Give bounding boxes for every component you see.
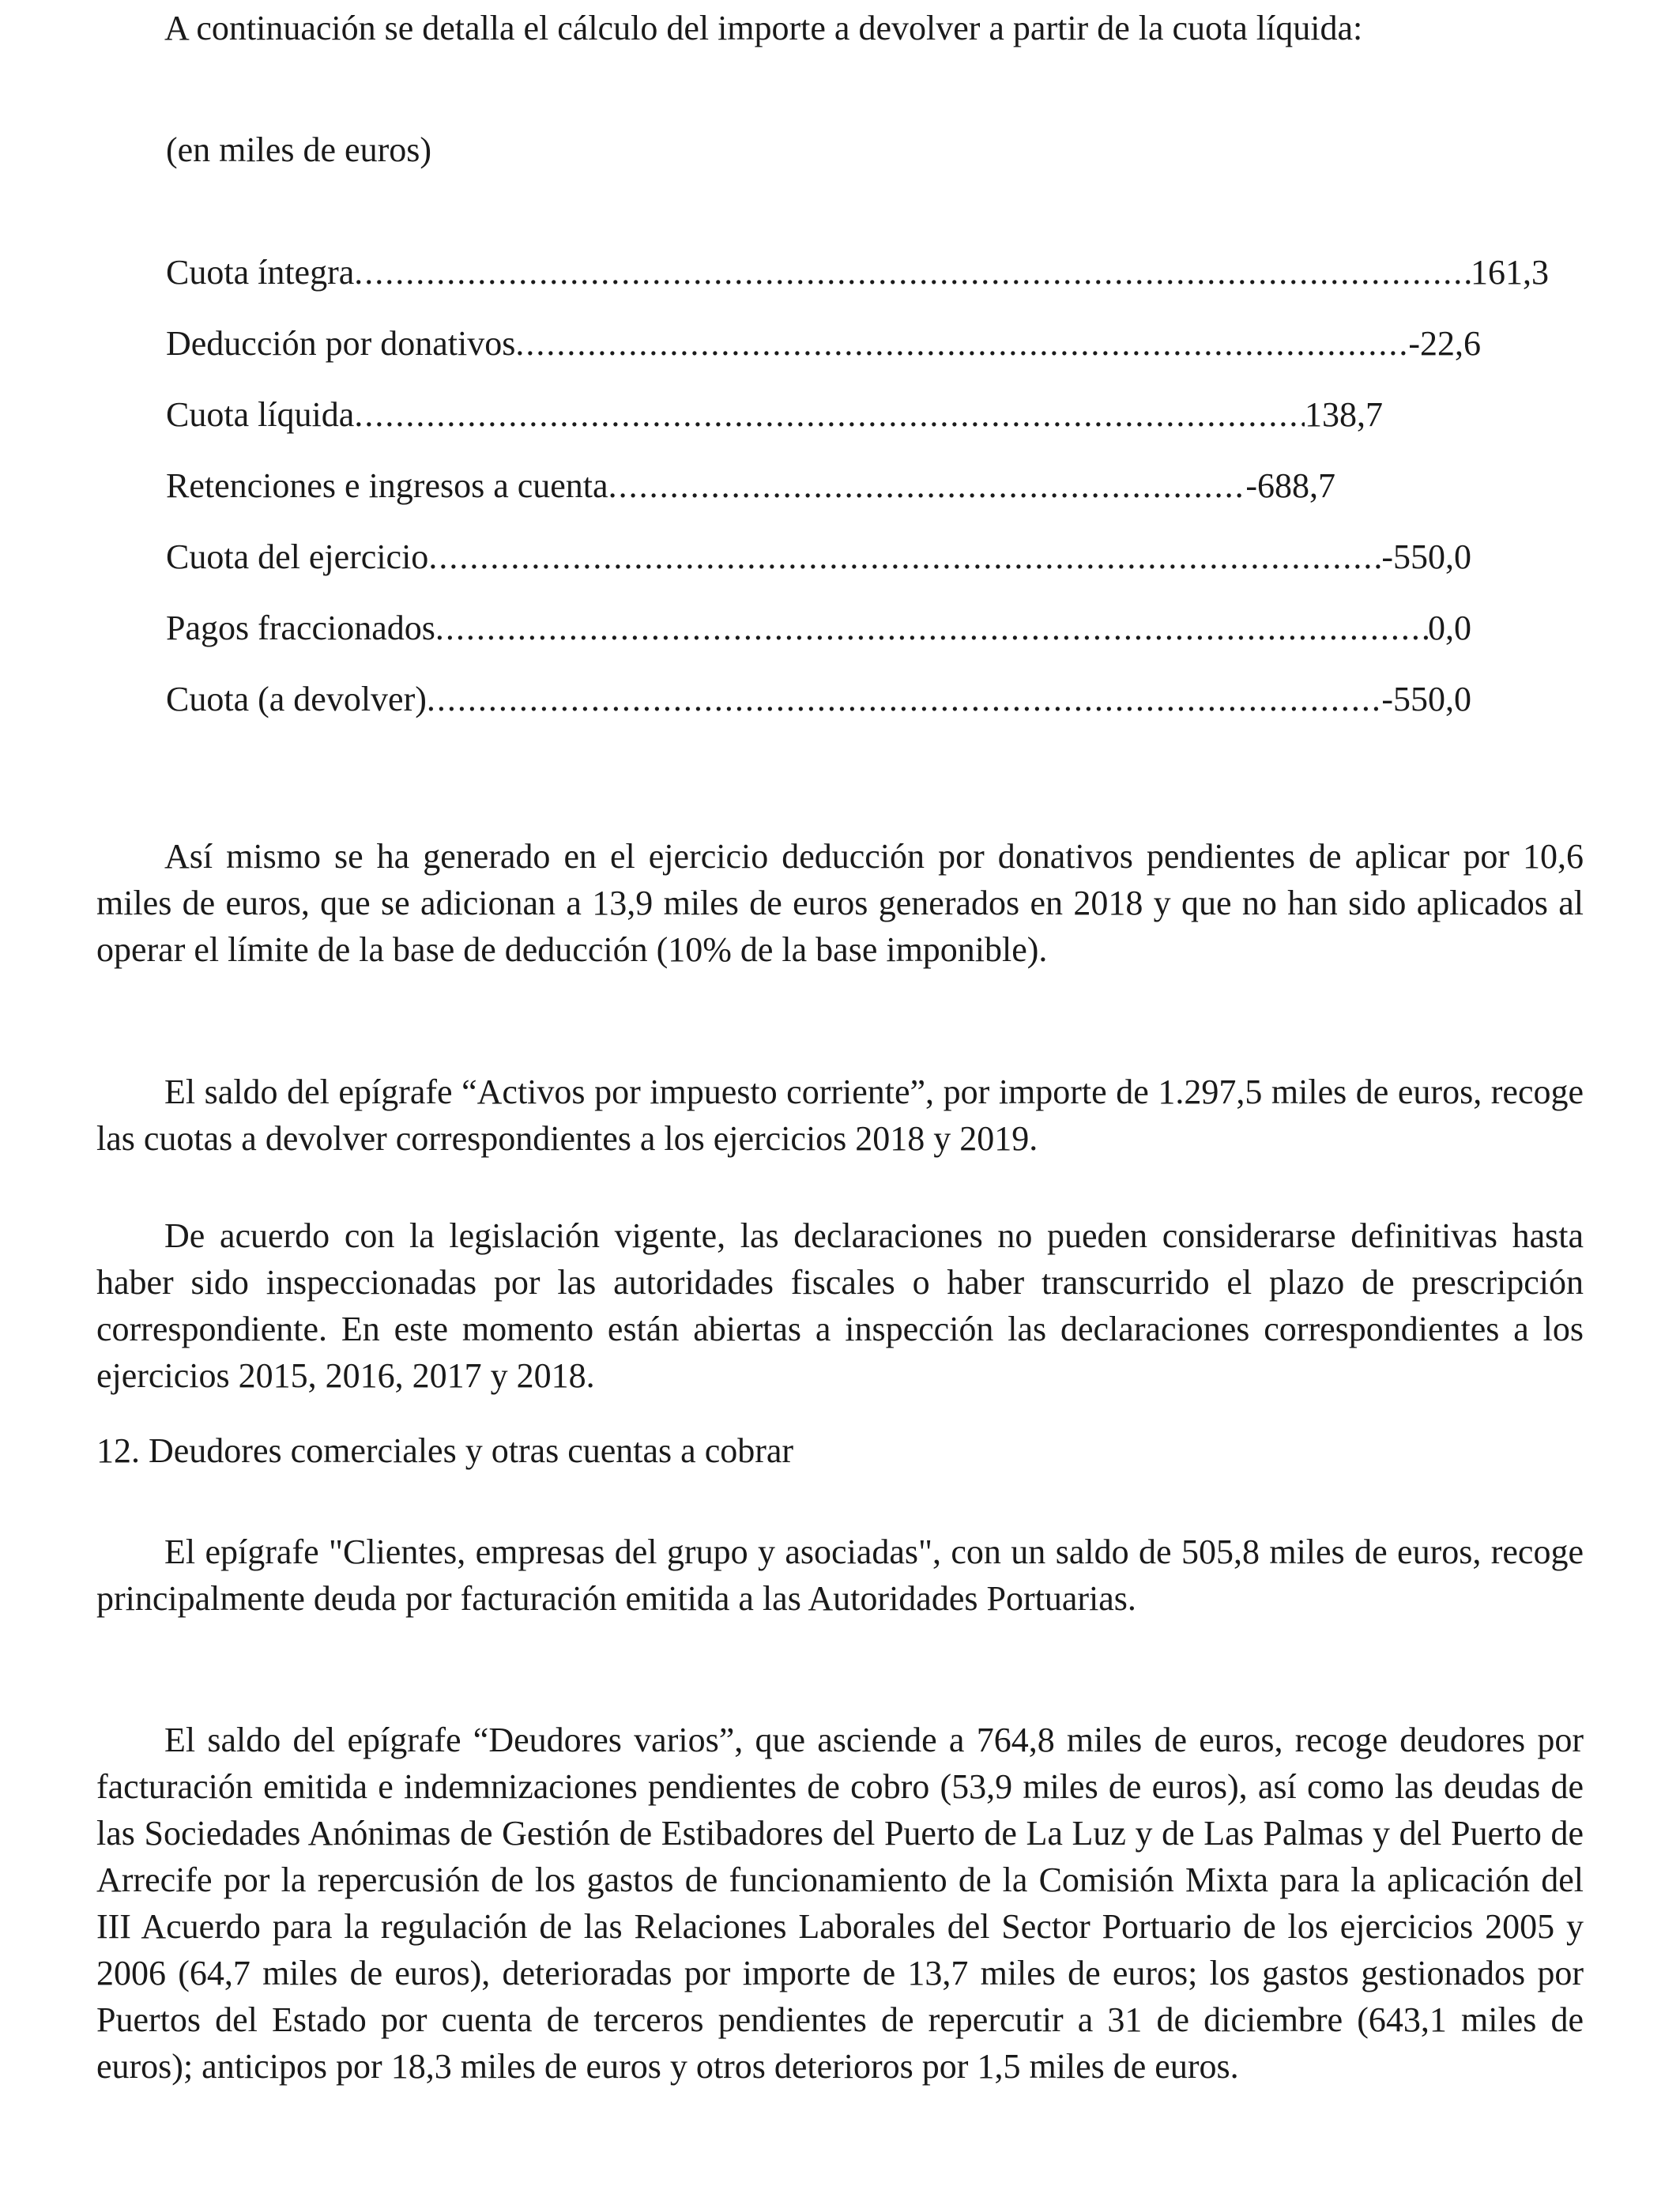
calc-row-pagos-fraccionados xyxy=(166,593,1471,664)
calc-row-cuota-a-devolver xyxy=(166,664,1471,735)
section-heading: 12. Deudores comerciales y otras cuentas a cobrar xyxy=(96,1431,794,1470)
calc-label: Deducción por donativos xyxy=(166,324,516,363)
calc-label: Cuota íntegra xyxy=(166,253,355,292)
calc-row-cuota-integra xyxy=(166,237,1549,308)
paragraph-deudores-varios: El saldo del epígrafe “Deudores varios”, que asciende a 764,8 miles de euros, recoge deudores por facturación emitida e indemnizaciones pendientes de cobro (53,9 miles de euros), así como las deudas de las Sociedades Anónimas de Gestión de Estibadores del Puerto de La Luz y de Las Palmas y del Puerto de Arrecife por la repercusión de los gastos de funcionamiento de la Comisión Mixta para la aplicación del III Acuerdo para la regulación de las Relaciones Laborales del Sector Portuario de los ejercicios 2005 y 2006 (64,7 miles de euros), deterioradas por importe de 13,7 miles de euros; los gastos gestionados por Puertos del Estado por cuenta de terceros pendientes de repercutir a 31 de diciembre (643,1 miles de euros); anticipos por 18,3 miles de euros y otros deterioros por 1,5 miles de euros. xyxy=(96,1721,1584,2086)
calc-value: -22,6 xyxy=(1408,324,1481,363)
calc-row-cuota-liquida xyxy=(166,379,1383,450)
paragraph-deduccion-pendiente: Así mismo se ha generado en el ejercicio deducción por donativos pendientes de aplicar por 10,6 miles de euros, que se adicionan a 13,9 miles de euros generados en 2018 y que no han sido aplicados al operar el límite de la base de deducción (10% de la base imponible). xyxy=(96,837,1584,969)
intro-paragraph: A continuación se detalla el cálculo del importe a devolver a partir de la cuota líquida: xyxy=(164,9,1363,47)
calc-value: -550,0 xyxy=(1381,537,1471,576)
paragraph-activos-impuesto: El saldo del epígrafe “Activos por impuesto corriente”, por importe de 1.297,5 miles de euros, recoge las cuotas a devolver correspondientes a los ejercicios 2018 y 2019. xyxy=(96,1072,1584,1158)
calc-label: Cuota (a devolver) xyxy=(166,680,427,718)
leader-dots xyxy=(608,450,1246,522)
calc-label: Retenciones e ingresos a cuenta xyxy=(166,466,608,505)
calc-label: Cuota líquida xyxy=(166,395,355,434)
units-note: (en miles de euros) xyxy=(166,130,431,169)
calc-row-retenciones xyxy=(166,450,1335,522)
calc-label: Cuota del ejercicio xyxy=(166,537,429,576)
leader-dots xyxy=(515,308,1408,379)
tax-calculation-list xyxy=(166,237,1549,735)
calc-row-deduccion-donativos xyxy=(166,308,1481,379)
leader-dots xyxy=(435,593,1428,664)
leader-dots xyxy=(427,664,1381,735)
leader-dots xyxy=(428,522,1381,593)
calc-value: 161,3 xyxy=(1471,253,1549,292)
calc-value: -550,0 xyxy=(1381,680,1471,718)
paragraph-clientes-grupo: El epígrafe "Clientes, empresas del grupo y asociadas", con un saldo de 505,8 miles de euros, recoge principalmente deuda por facturación emitida a las Autoridades Portuarias. xyxy=(96,1532,1584,1618)
calc-value: -688,7 xyxy=(1245,466,1335,505)
leader-dots xyxy=(354,379,1305,450)
leader-dots xyxy=(354,237,1471,308)
paragraph-inspeccion: De acuerdo con la legislación vigente, las declaraciones no pueden considerarse definitivas hasta haber sido inspeccionadas por las autoridades fiscales o haber transcurrido el plazo de prescripción correspondiente. En este momento están abiertas a inspección las declaraciones correspondientes a los ejercicios 2015, 2016, 2017 y 2018. xyxy=(96,1216,1584,1395)
calc-value: 0,0 xyxy=(1428,609,1471,647)
calc-row-cuota-ejercicio xyxy=(166,522,1471,593)
calc-value: 138,7 xyxy=(1305,395,1383,434)
calc-label: Pagos fraccionados xyxy=(166,609,435,647)
